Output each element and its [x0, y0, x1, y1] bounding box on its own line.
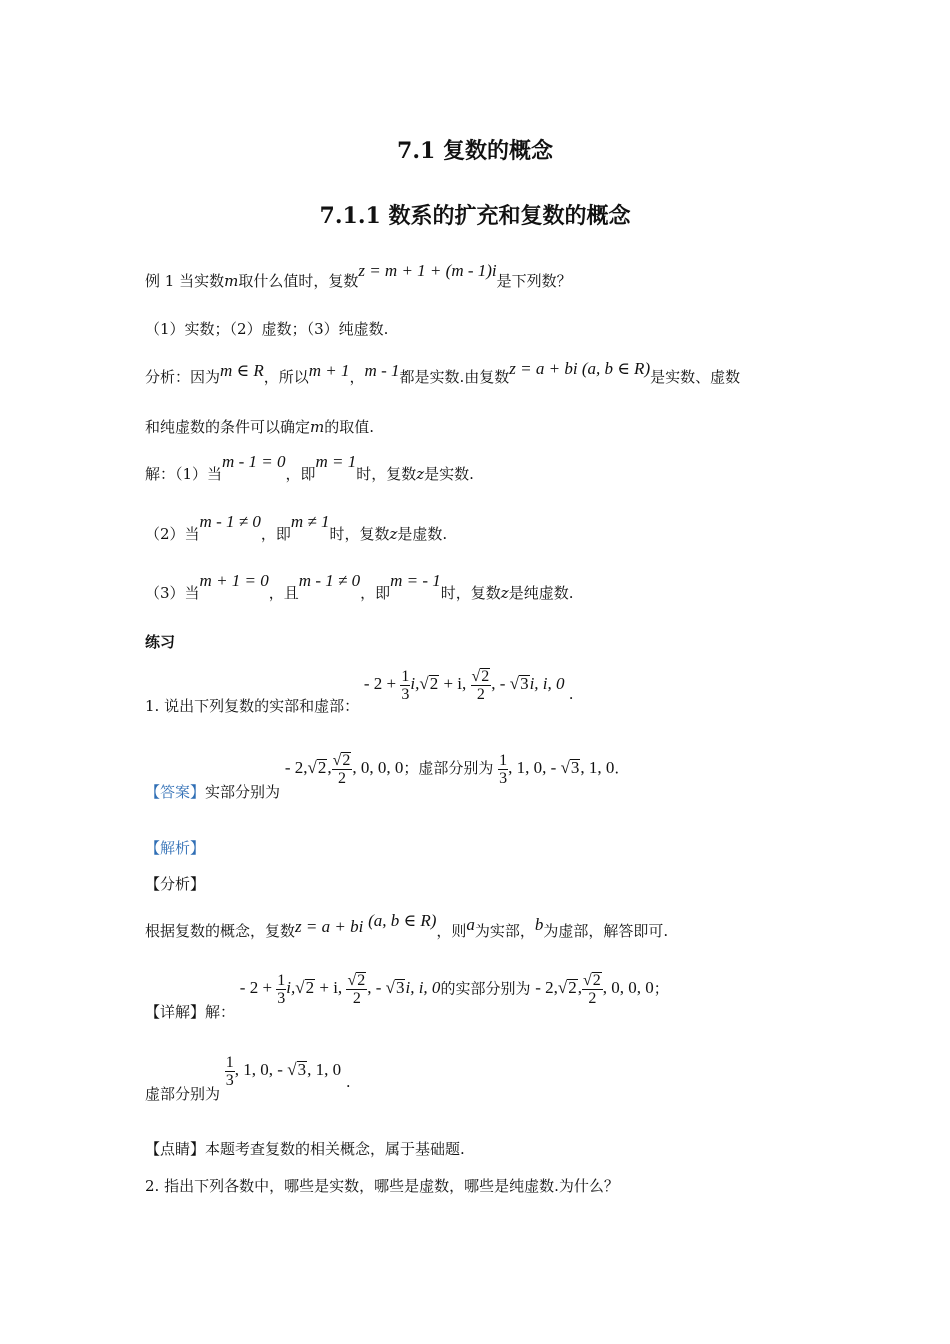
text-fragment: （2）当: [145, 525, 200, 543]
math-token: , 1, 0: [580, 758, 615, 778]
denominator: 3: [499, 770, 508, 787]
math-token: - 2,: [535, 978, 558, 998]
math-token: - 2 +: [363, 674, 397, 694]
text-fragment: 是实数、虚数: [650, 368, 741, 386]
var-m: m: [310, 418, 325, 436]
math-token: i,: [286, 978, 296, 998]
chapter-title: 7.1 复数的概念: [397, 138, 553, 164]
math-token: i,: [410, 674, 420, 694]
text-fragment: 是纯虚数.: [508, 584, 574, 602]
text-fragment: ，则: [436, 922, 467, 940]
example-1-question: [145, 261, 572, 291]
formula: m - 1 ≠ 0: [199, 512, 261, 531]
sqrt-radicand: 2: [305, 978, 315, 998]
text-fragment: ，且: [268, 584, 299, 602]
text-fragment: 是虚数.: [397, 525, 448, 543]
text-fragment: 时，复数: [329, 525, 390, 543]
formula: m ≠ 1: [290, 512, 330, 531]
formula: m = - 1: [390, 571, 441, 590]
solution-2: [145, 512, 448, 544]
fraction-sqrt2-over-2: $\frac{√2}{2}$: [583, 972, 601, 1007]
text-fragment: 1. 说出下列复数的实部和虚部：: [145, 697, 360, 716]
text-fragment: ，即: [285, 465, 316, 483]
text-fragment: 的取值.: [324, 418, 375, 436]
comment-line: [145, 1139, 465, 1159]
text-fragment: 为虚部，解答即可.: [543, 922, 669, 940]
analysis-line-1: [145, 359, 741, 387]
text-fragment: 为实部，: [474, 922, 535, 940]
text-fragment: .: [345, 1073, 351, 1092]
formula: z = a + bi (a, b ∈ R): [509, 359, 651, 378]
practice-heading: 练习: [145, 633, 176, 651]
formula-imag-parts: $\frac{1}{3}$ , 1, 0, - √3, 1, 0: [225, 1054, 342, 1089]
numerator: 1: [277, 972, 286, 989]
denominator: 3: [277, 990, 286, 1007]
fraction-one-third: [225, 1054, 235, 1089]
sqrt-radicand: 2: [317, 758, 327, 778]
denominator: 2: [337, 770, 346, 787]
formula: m - 1 ≠ 0: [298, 571, 361, 590]
var-z: z: [416, 465, 425, 483]
sqrt-radicand: 2: [429, 674, 439, 694]
text-fragment: ；: [653, 979, 669, 998]
math-token: + i,: [319, 978, 343, 998]
formula: (a, b ∈ R): [368, 911, 437, 930]
text-fragment: .: [614, 759, 620, 778]
sqrt-radicand: 2: [481, 668, 490, 685]
text-fragment: 和纯虚数的条件可以确定: [145, 418, 311, 436]
math-token: i, i, 0: [405, 978, 441, 998]
numerator: 1: [225, 1054, 234, 1071]
sqrt-radicand: 2: [568, 978, 577, 998]
text-fragment: ，: [349, 368, 365, 386]
text-fragment: 时，复数: [440, 584, 501, 602]
fraction-one-third: [276, 972, 286, 1007]
sqrt-radicand: 3: [297, 1060, 307, 1080]
sqrt-radicand: 3: [520, 674, 529, 694]
var-z: z: [500, 584, 509, 602]
denominator: 2: [352, 990, 361, 1007]
detail-line: [145, 972, 669, 1022]
fraction-sqrt2-over-2: $\frac{√2}{2}$: [471, 668, 490, 703]
detail-tag: 【详解】解：: [145, 1003, 236, 1022]
text-fragment: .: [568, 685, 574, 704]
text-fragment: 本题考查复数的相关概念，属于基础题.: [205, 1140, 465, 1158]
numerator: 1: [401, 668, 410, 685]
sqrt-radicand: 3: [570, 758, 580, 778]
math-token: ,: [577, 978, 582, 998]
var-a: a: [466, 915, 475, 934]
denominator: 2: [588, 990, 597, 1007]
solution-3: [145, 571, 574, 603]
math-token: , 0, 0, 0: [602, 978, 654, 998]
formula-z: z = m + 1 + (m - 1)i: [358, 261, 497, 280]
fraction-one-third: [400, 668, 410, 703]
formula: m + 1 = 0: [199, 571, 269, 590]
sqrt-radicand: 2: [357, 972, 366, 989]
sqrt-radicand: 2: [342, 752, 351, 769]
formula: m = 1: [315, 452, 357, 471]
answer-line: [145, 752, 620, 802]
denominator: 3: [225, 1072, 234, 1089]
text-fragment: 时，复数: [356, 465, 417, 483]
fenxi-tag: 【分析】: [145, 875, 206, 893]
text-fragment: 取什么值时，复数: [238, 272, 359, 290]
comment-tag: 【点睛】: [145, 1140, 206, 1158]
math-token: , 1, 0, -: [508, 758, 561, 778]
formula-complex-list: - 2 + $\frac{1}{3}$ i,√2 + i, $\frac{√2}{2}$ , - √3i, i, 0: [363, 668, 565, 703]
text-fragment: 是实数.: [424, 465, 474, 483]
question-2: 2. 指出下列各数中，哪些是实数，哪些是虚数，哪些是纯虚数.为什么？: [145, 1177, 619, 1195]
math-token: , -: [367, 978, 386, 998]
text-fragment: ，即: [260, 525, 291, 543]
sqrt-radicand: 2: [592, 972, 601, 989]
formula: m - 1 = 0: [222, 452, 286, 471]
math-token: i, i, 0: [529, 674, 565, 694]
math-token: , 0, 0, 0: [352, 758, 404, 778]
var-b: b: [534, 915, 544, 934]
text-fragment: ；虚部分别为: [403, 759, 494, 778]
fraction-sqrt2-over-2: $\frac{√2}{2}$: [332, 752, 351, 787]
text-fragment: ，即: [360, 584, 391, 602]
formula-real-parts: - 2,√2, $\frac{√2}{2}$ , 0, 0, 0: [284, 752, 404, 787]
math-token: , 1, 0, -: [234, 1060, 288, 1080]
var-z: z: [389, 525, 398, 543]
fraction-sqrt2-over-2: $\frac{√2}{2}$: [347, 972, 366, 1007]
text-fragment: 实部分别为: [205, 783, 281, 802]
math-token: , -: [491, 674, 510, 694]
analysis-line-2: [145, 417, 374, 437]
denominator: 2: [476, 686, 485, 703]
formula: z = a + bi: [295, 917, 364, 936]
text-fragment: 的实部分别为: [440, 979, 531, 998]
formula: m - 1: [364, 361, 400, 380]
text-fragment: ，所以: [263, 368, 309, 386]
denominator: 3: [401, 686, 410, 703]
solution-1: [145, 452, 474, 484]
answer-tag: 【答案】: [145, 783, 206, 802]
text-fragment: 根据复数的概念，复数: [145, 922, 296, 940]
var-m: m: [224, 272, 239, 290]
fraction-one-third: [498, 752, 508, 787]
text-fragment: 虚部分别为: [145, 1085, 221, 1104]
math-token: - 2 +: [239, 978, 273, 998]
math-token: + i,: [443, 674, 467, 694]
formula-imag-parts: $\frac{1}{3}$ , 1, 0, - √3, 1, 0: [499, 752, 615, 787]
formula: m + 1: [308, 361, 350, 380]
formula-complex-list: - 2 + $\frac{1}{3}$ i,√2 + i, $\frac{√2}{2}$ , - √3i, i, 0: [239, 972, 441, 1007]
question-1: [145, 668, 574, 716]
jiexi-tag: 【解析】: [145, 839, 206, 857]
math-token: - 2,: [284, 758, 308, 778]
example-1-parts: （1）实数；（2）虚数；（3）纯虚数.: [145, 320, 389, 338]
sqrt-radicand: 3: [395, 978, 405, 998]
text-fragment: （3）当: [145, 584, 200, 602]
numerator: 1: [499, 752, 508, 769]
section-title: 7.1.1 数系的扩充和复数的概念: [319, 203, 631, 229]
text-fragment: 解：（1）当: [145, 465, 223, 483]
fenxi-text: [145, 911, 669, 941]
text-fragment: 都是实数.由复数: [399, 368, 510, 386]
text-fragment: 例 1 当实数: [145, 272, 225, 290]
text-fragment: 是下列数？: [496, 272, 572, 290]
formula-real-parts: - 2,√2, $\frac{√2}{2}$ , 0, 0, 0: [535, 972, 654, 1007]
formula: m ∈ R: [220, 361, 264, 380]
text-fragment: 分析：因为: [145, 368, 221, 386]
imag-parts-line: [145, 1054, 351, 1104]
math-token: , 1, 0: [307, 1060, 342, 1080]
math-token: ,: [327, 758, 332, 778]
